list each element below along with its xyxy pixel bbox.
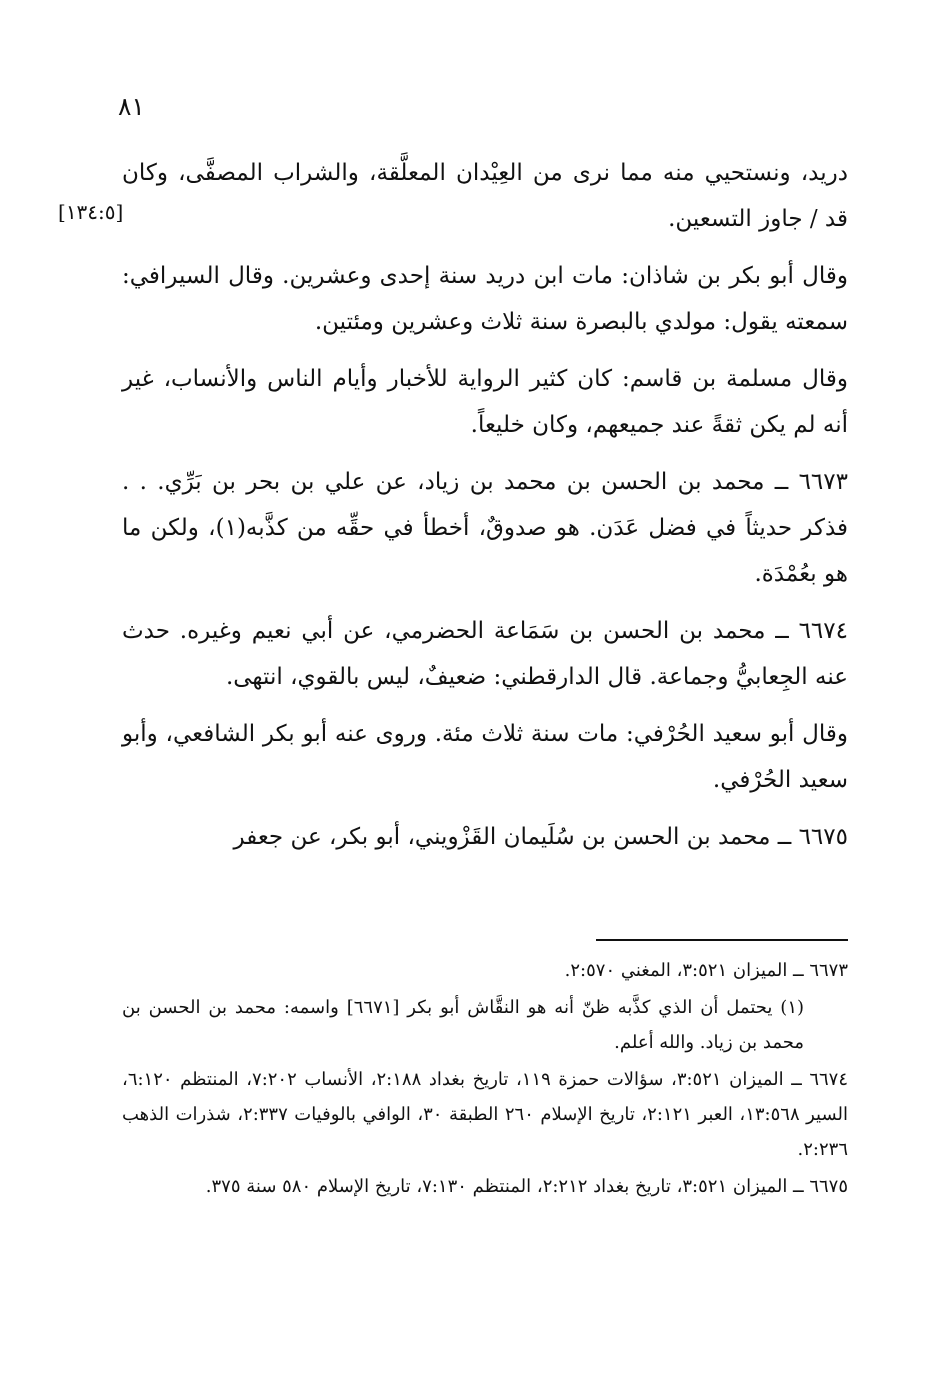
footnote-divider <box>596 939 848 941</box>
entry-6674: ٦٦٧٤ ــ محمد بن الحسن بن سَمَاعة الحضرمي، عن أبي نعيم وغيره. حدث عنه الجِعابيُّ وجماعة. قال الدارقطني: ضعيفٌ، ليس بالقوي، انتهى. <box>122 618 848 690</box>
entry-6673: ٦٦٧٣ ــ محمد بن الحسن بن محمد بن زياد، عن علي بن بحر بن بَرِّي. . . فذكر حديثاً في فضل عَدَن. هو صدوقٌ، أخطأ في حقِّه من كذَّبه(١)، ولكن ما هو بعُمْدَة. <box>122 469 849 587</box>
entry-6675: ٦٦٧٥ ــ محمد بن الحسن بن سُلَيمان القَزْويني، أبو بكر، عن جعفر <box>233 824 848 850</box>
paragraph: دريد، ونستحيي منه مما نرى من العِيْدان المعلَّقة، والشراب المصفَّى، وكان قد / جاوز التسعين. <box>122 160 848 232</box>
footnote-6675: ٦٦٧٥ ــ الميزان ٣:٥٢١، تاريخ بغداد ٢:٢١٢، المنتظم ٧:١٣٠، تاريخ الإسلام ٥٨٠ سنة ٣٧٥. <box>205 1176 848 1197</box>
footnotes <box>122 953 848 1206</box>
margin-reference: [١٣٤:٥] <box>58 200 124 224</box>
paragraph: وقال أبو سعيد الحُرْفي: مات سنة ثلاث مئة. وروى عنه أبو بكر الشافعي، وأبو سعيد الحُرْفي. <box>122 721 848 793</box>
footnote-6673: ٦٦٧٣ ــ الميزان ٣:٥٢١، المغني ٢:٥٧٠. <box>564 960 848 981</box>
footnote-1: (١) يحتمل أن الذي كذَّبه ظنّ أنه هو النقَّاش أبو بكر [٦٦٧١] واسمه: محمد بن الحسن بن محمد بن زياد. والله أعلم. <box>122 997 805 1053</box>
paragraph: وقال مسلمة بن قاسم: كان كثير الرواية للأخبار وأيام الناس والأنساب، غير أنه لم يكن ثقةً عند جميعهم، وكان خليعاً. <box>122 366 848 438</box>
paragraph: وقال أبو بكر بن شاذان: مات ابن دريد سنة إحدى وعشرين. وقال السيرافي: سمعته يقول: مولدي بالبصرة سنة ثلاث وعشرين ومئتين. <box>122 263 848 335</box>
main-text <box>122 150 848 871</box>
page-number: ٨١ <box>118 92 145 121</box>
footnote-6674: ٦٦٧٤ ــ الميزان ٣:٥٢١، سؤالات حمزة ١١٩، تاريخ بغداد ٢:١٨٨، الأنساب ٧:٢٠٢، المنتظم ٦:١٢٠، السير ١٣:٥٦٨، العبر ٢:١٢١، تاريخ الإسلام ٢٦٠ الطبقة ٣٠، الوافي بالوفيات ٢:٣٣٧، شذرات الذهب ٢:٢٣٦. <box>122 1069 848 1160</box>
